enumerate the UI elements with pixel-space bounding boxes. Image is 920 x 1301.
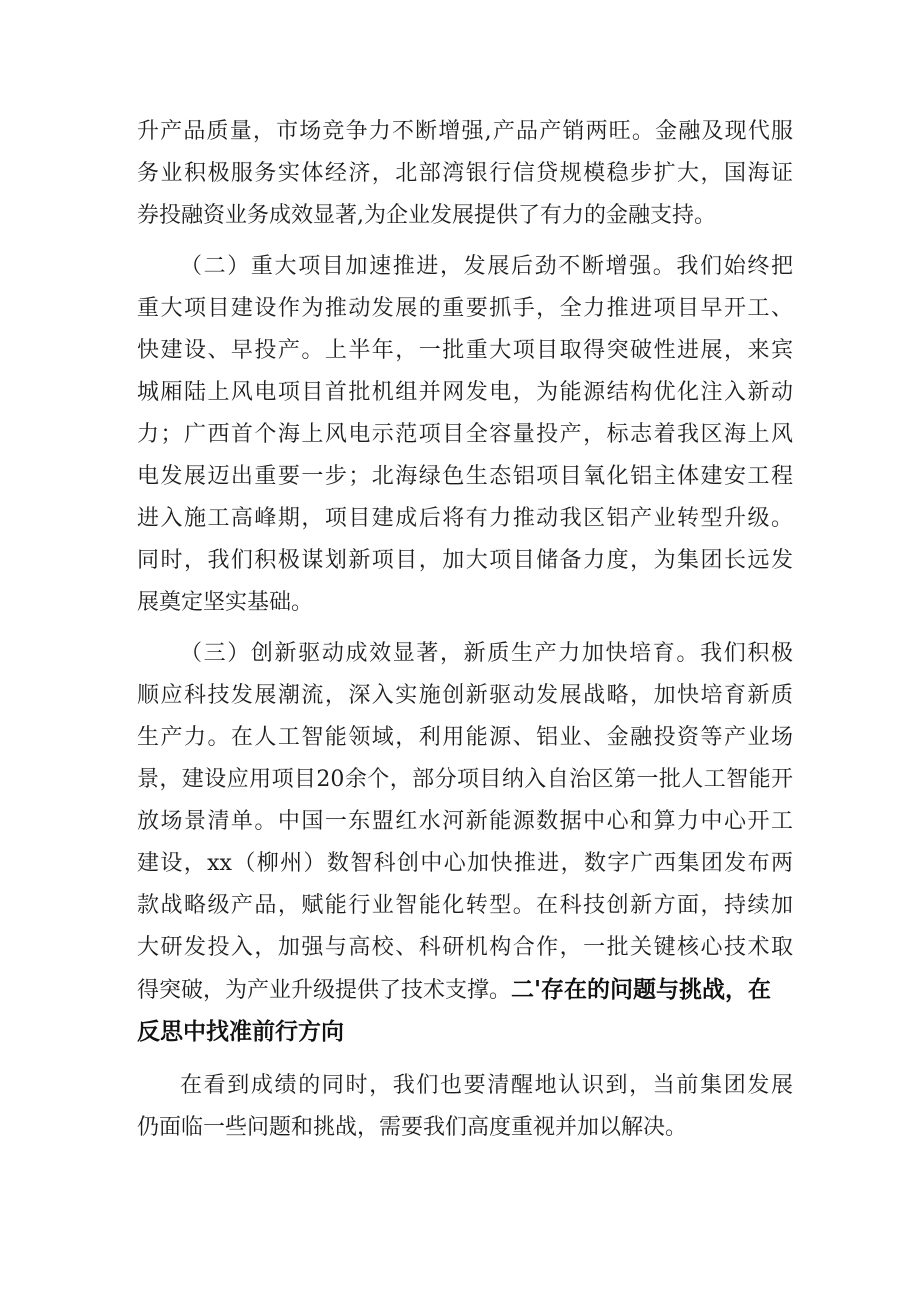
paragraph-line: 升产品质量，市场竞争力不断增强,产品产销两旺。金融及现代服 [137, 119, 793, 144]
paragraph-line: 重大项目建设作为推动发展的重要抓手，全力推进项目早开工、 [137, 296, 793, 321]
paragraph-line: 同时，我们积极谋划新项目，加大项目储备力度，为集团长远发 [137, 548, 793, 573]
section-heading-continuation: 反思中找准前行方向 [137, 1019, 344, 1045]
closing-paragraph-first-line: 在看到成绩的同时，我们也要清醒地认识到，当前集团发展 [180, 1073, 793, 1098]
paragraph-line: 券投融资业务成效显著,为企业发展提供了有力的金融支持。 [137, 203, 716, 228]
paragraph-line: 款战略级产品，赋能行业智能化转型。在科技创新方面，持续加 [137, 893, 793, 918]
section-three-first-line: （三）创新驱动成效显著，新质生产力加快培育。我们积极 [180, 641, 793, 666]
paragraph-line: 大研发投入，加强与高校、科研机构合作，一批关键核心技术取 [137, 935, 793, 960]
paragraph-line: 建设，xx（柳州）数智科创中心加快推进，数字广西集团发布两 [137, 851, 793, 876]
section-two-first-line: （二）重大项目加速推进，发展后劲不断增强。我们始终把 [180, 254, 793, 279]
paragraph-line: 展奠定坚实基础。 [137, 590, 314, 615]
paragraph-line: 顺应科技发展潮流，深入实施创新驱动发展战略，加快培育新质 [137, 683, 793, 708]
section-heading-start: 二'存在的问题与挑战，在 [511, 977, 772, 1003]
closing-paragraph-line: 仍面临一些问题和挑战，需要我们高度重视并加以解决。 [137, 1115, 688, 1140]
paragraph-line: 电发展迈出重要一步；北海绿色生态铝项目氧化铝主体建安工程 [137, 464, 793, 489]
paragraph-line: 力；广西首个海上风电示范项目全容量投产，标志着我区海上风 [137, 422, 793, 447]
paragraph-line: 景，建设应用项目20余个，部分项目纳入自治区第一批人工智能开 [137, 767, 793, 792]
paragraph-line: 务业积极服务实体经济，北部湾银行信贷规模稳步扩大，国海证 [137, 161, 793, 186]
paragraph-line: 生产力。在人工智能领域，利用能源、铝业、金融投资等产业场 [137, 725, 793, 750]
paragraph-line: 城厢陆上风电项目首批机组并网发电，为能源结构优化注入新动 [137, 380, 793, 405]
paragraph-line: 放场景清单。中国一东盟红水河新能源数据中心和算力中心开工 [137, 809, 793, 834]
paragraph-line: 快建设、早投产。上半年，一批重大项目取得突破性进展，来宾 [137, 338, 793, 363]
paragraph-line: 进入施工高峰期，项目建成后将有力推动我区铝产业转型升级。 [137, 506, 793, 531]
paragraph-line-with-heading [137, 968, 793, 1012]
paragraph-tail-text: 得突破，为产业升级提供了技术支撑。 [137, 978, 512, 1003]
